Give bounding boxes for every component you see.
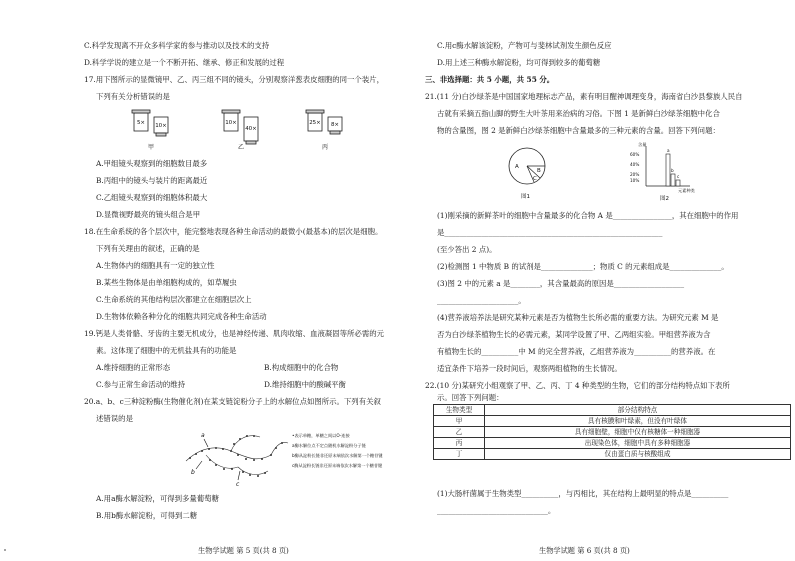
lens-label: 40×: [245, 126, 257, 132]
table-header-row: [434, 405, 791, 416]
lens-label: 10×: [155, 123, 167, 129]
q21-p4-line2: 否为白沙绿茶植物生长的必需元素，某同学设置了甲、乙两组实验。甲组营养液为含: [437, 330, 711, 339]
table-row: [434, 427, 791, 438]
q18-stem-2: 下列有关理由的叙述，正确的是: [96, 244, 200, 253]
table-header: 部分结构特点: [485, 405, 791, 416]
table-row: [434, 449, 791, 460]
q21-p1-line1: (1)刚采摘的新鲜茶叶的细胞中含量最多的化合物 A 是________________，其在细胞中的作用: [437, 211, 739, 220]
fig2-tick: 40%: [630, 162, 640, 167]
lens-label: 10×: [225, 120, 237, 126]
q17-option-c: C.乙组镜头观察到的细胞体积最大: [96, 193, 208, 202]
fig2-bar-c: [676, 180, 680, 186]
table-cell: 仅由蛋白质与核酸组成: [485, 449, 791, 460]
fig2-bar-a: [666, 154, 670, 186]
table-header: 生物类型: [434, 405, 485, 416]
lens-label: 5×: [136, 120, 146, 126]
q19-option-d: D.维持细胞中的酸碱平衡: [264, 380, 346, 389]
table-cell: 丁: [434, 449, 485, 460]
q18-option-c: C.生命系统的其他结构层次都建立在细胞层次上: [96, 295, 252, 304]
fig2-tick: 10%: [630, 178, 640, 183]
q22-table: [433, 404, 791, 460]
table-cell: 丙: [434, 438, 485, 449]
fig2-tick: 60%: [630, 152, 640, 157]
section-three-heading: 三、非选择题：共 5 小题，共 55 分。: [425, 75, 555, 84]
fig-label-c: c: [236, 481, 240, 488]
q21-p4-line3: 有植物生长的__________中 M 的完全营养液，乙组营养液为__________的营养液。在: [437, 347, 716, 356]
legend-line: •表示单糖，单糖之间以O-连接: [292, 433, 350, 438]
right-column: [425, 0, 795, 561]
pie-label-c: C: [533, 176, 537, 182]
fig2-tick: 20%: [630, 172, 640, 177]
q21-p3-line1: (3)图 2 中的元素 a 是________，其含量最高的原因是___________________: [437, 279, 685, 288]
fig2-ylabel: 含量: [638, 142, 647, 147]
table-cell: 具有核膜和叶绿素，但没有叶绿体: [485, 416, 791, 427]
lens-label: 25×: [309, 120, 321, 126]
q20-starch-figure: [176, 425, 383, 488]
fig2-xlabel: 元素种类: [678, 188, 695, 193]
q21-p1-note: (至少答出 2 点)。: [437, 245, 497, 254]
legend-line: c酶从淀粉长链非还原末端依次水解第一个糖苷键: [292, 463, 383, 468]
q21-p4-line1: (4)营养液培养法是研究某种元素是否为植物生长所必需的重要方法。为研究元素 M 是: [437, 313, 719, 322]
q22-p1-line2: ______________________________。: [437, 506, 556, 515]
q18-option-a: A.生物体内的细胞具有一定的独立性: [96, 261, 215, 270]
group-label: 丙: [321, 144, 329, 151]
q19-stem-1: 19.钙是人类骨骼、牙齿的主要无机成分，也是神经传递、肌肉收缩、血液凝固等所必需的元: [84, 329, 384, 338]
q21-p1-line2: 是___________________________________________________________: [437, 228, 663, 237]
q20-option-c: C.用c酶水解该淀粉，产物可与斐林试剂发生颜色反应: [437, 41, 612, 50]
q21-fig2-bars: [630, 140, 710, 202]
q18-option-b: B.某些生物体是由单细胞构成的，如草履虫: [96, 278, 237, 287]
fig2-bar-label: c: [677, 174, 680, 179]
fig1-caption: 图1: [521, 194, 530, 200]
q20-option-d: D.用上述三种酶水解淀粉，均可得到较多的葡萄糖: [437, 58, 601, 67]
q19-option-a: A.维持细胞的正常形态: [96, 363, 171, 372]
page-mark: [4, 549, 6, 551]
q17-option-a: A.甲组镜头观察到的细胞数目最多: [96, 159, 208, 168]
fig2-bar-label: a: [667, 148, 670, 153]
q17-stem-2: 下列有关分析错误的是: [96, 92, 170, 101]
fig-label-b: b: [191, 469, 195, 476]
q22-stem-2: 示。回答下列问题：: [437, 393, 504, 402]
q16-option-d: D.科学学说的建立是一个不断开拓、继承、修正和发展的过程: [84, 58, 285, 67]
q17-stem-1: 17.用下图所示的显微镜甲、乙、丙三组不同的镜头，分别观察洋葱表皮细胞的同一个装片，: [84, 75, 384, 84]
q21-stem-2: 古就有采摘五指山脚的野生大叶茶用来治病的习俗。下图 1 是新鲜白沙绿茶细胞中化合: [437, 109, 720, 118]
q21-stem-1: 21.(11 分)白沙绿茶是中国国家地理标志产品，素有明目醒神调理变身，海南省白沙县黎族人民自: [425, 92, 743, 101]
q21-p4-line4: 适宜条件下培养一段时间后，观察两组植物的生长情况。: [437, 364, 622, 373]
table-row: [434, 438, 791, 449]
q20-stem-2: 述错误的是: [96, 414, 133, 423]
legend-line: b酶从淀粉长链非还原末端依次水解第一个糖苷键: [292, 453, 383, 458]
lens-label: 8×: [330, 122, 340, 128]
page-footer-left: 生物学试题 第 5 页(共 8 页): [198, 546, 289, 555]
q20-stem-1: 20.a、b、c三种淀粉酶(生物催化剂)在某支链淀粉分子上的水解位点如图所示。下列有关叙: [84, 397, 381, 406]
fig2-caption: 图2: [660, 196, 669, 202]
q17-option-d: D.显微视野最亮的镜头组合是甲: [96, 210, 201, 219]
q16-option-c: C.科学发现离不开众多科学家的参与推动以及技术的支持: [84, 41, 270, 50]
q22-p1: (1)大肠杆菌属于生物类型__________，与丙相比，其在结构上最明显的特点是__________: [437, 489, 729, 498]
legend-line: a酶水解位点不定点随机水解淀粉分子链: [292, 443, 366, 448]
q19-option-b: B.构成细胞中的化合物: [264, 363, 339, 372]
table-cell: 乙: [434, 427, 485, 438]
q21-fig1-pie: [503, 140, 563, 202]
q18-option-d: D.生物体依赖各种分化的细胞共同完成各种生命活动: [96, 312, 267, 321]
q21-p2: (2)检测图 1 中物质 B 的试剂是______________；物质 C 的元素组成是______________。: [437, 262, 729, 271]
q21-p3-line2: ______________________。: [437, 296, 526, 305]
pie-label-b: B: [537, 168, 541, 174]
table-row: [434, 416, 791, 427]
left-column: [84, 0, 454, 561]
fig2-bar-label: b: [671, 168, 674, 173]
q20-option-b: B.用b酶水解淀粉，可得到二糖: [96, 511, 198, 520]
q20-option-a: A.用a酶水解淀粉，可得到多量葡萄糖: [96, 494, 219, 503]
table-cell: 甲: [434, 416, 485, 427]
fig2-bar-b: [671, 174, 675, 186]
q19-stem-2: 素。这体现了细胞中的无机盐具有的功能是: [96, 346, 237, 355]
fig-label-a: a: [201, 432, 205, 439]
q17-lens-figure: [132, 108, 382, 152]
group-label: 甲: [147, 144, 155, 151]
q22-stem-1: 22.(10 分)某研究小组观察了甲、乙、丙、丁 4 种类型的生物，它们的部分结构特点如下表所: [425, 381, 730, 390]
q18-stem-1: 18.在生命系统的各个层次中，能完整地表现各种生命活动的最微小(最基本)的层次是细胞。: [84, 227, 383, 236]
pie-label-a: A: [515, 164, 519, 170]
table-cell: 出现染色体，细胞中具有多种细胞器: [485, 438, 791, 449]
q19-option-c: C.参与正常生命活动的维持: [96, 380, 186, 389]
group-label: 乙: [237, 144, 245, 151]
page-footer-right: 生物学试题 第 6 页(共 8 页): [539, 546, 630, 555]
table-cell: 具有细胞壁，细胞中仅有核糖体一种细胞器: [485, 427, 791, 438]
q21-stem-3: 物的含量图，图 2 是新鲜白沙绿茶细胞中含量最多的三种元素的含量。回答下列问题：: [437, 126, 720, 135]
q17-option-b: B.丙组中的镜头与装片的距离最近: [96, 176, 208, 185]
